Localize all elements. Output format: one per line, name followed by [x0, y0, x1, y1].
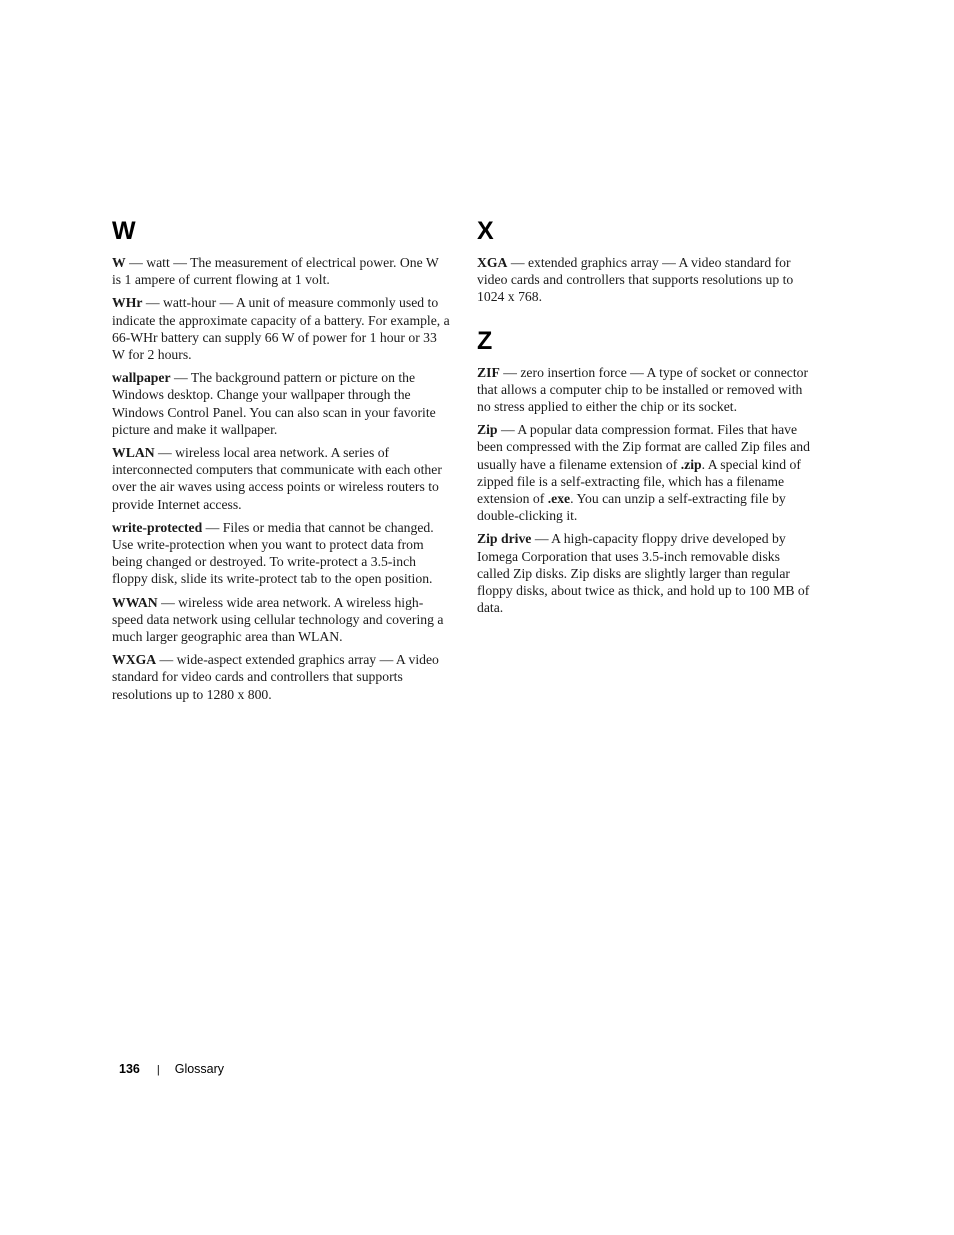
glossary-definition-part: . A special kind of zipped file is a self-extracting file, which has a filename extension of: [477, 456, 801, 507]
file-extension-zip: .zip: [680, 456, 702, 472]
file-extension-exe: .exe: [547, 491, 571, 507]
page-number: 136: [119, 1062, 140, 1076]
glossary-entry-wallpaper: [112, 369, 450, 438]
glossary-term: write-protected: [112, 519, 203, 535]
glossary-definition: — watt-hour — A unit of measure commonly used to indicate the approximate capacity of a battery. For example, a 66-WHr battery can supply 66 W of power for 1 hour or 33 W for 2 hours.: [112, 295, 450, 363]
glossary-term: Zip drive: [477, 531, 532, 547]
glossary-definition: — wide-aspect extended graphics array — A video standard for video cards and controllers that supports resolutions up to 1280 x 800.: [112, 652, 439, 702]
glossary-definition: — The background pattern or picture on the Windows desktop. Change your wallpaper through the Windows Control Panel. You can also scan in your favorite picture and make it wallpaper.: [112, 370, 436, 437]
glossary-entry-wxga: [112, 651, 450, 703]
glossary-term: Zip: [477, 422, 498, 438]
glossary-entry-zip-drive: [477, 530, 815, 616]
glossary-entry-write-protected: [112, 519, 450, 588]
section-heading-z: Z: [477, 326, 493, 355]
glossary-term: wallpaper: [112, 370, 171, 386]
footer-separator: |: [156, 1064, 160, 1076]
glossary-definition: — watt — The measurement of electrical power. One W is 1 ampere of current flowing at 1 volt.: [112, 255, 439, 288]
glossary-definition: — A high-capacity floppy drive developed by Iomega Corporation that uses 3.5-inch removable disks called Zip disks. Zip disks are slightly larger than regular floppy disks, about twice as thick, and hold up to 100 MB of data.: [477, 531, 810, 616]
section-heading-x: X: [477, 217, 494, 245]
glossary-term: WHr: [112, 295, 143, 311]
glossary-definition: — wireless wide area network. A wireless high-speed data network using cellular technology and covering a much larger geographic area than WLAN.: [112, 594, 444, 645]
glossary-column-right: [477, 218, 815, 622]
glossary-definition: — Files or media that cannot be changed. Use write-protection when you want to protect data from being changed or destroyed. To write-protect a 3.5-inch floppy disk, slide its write-protect tab to the open position.: [112, 519, 434, 587]
glossary-term: WWAN: [112, 594, 158, 610]
section-heading-w: W: [112, 217, 136, 245]
glossary-term: W: [112, 255, 126, 270]
footer-section-title: Glossary: [174, 1062, 225, 1076]
glossary-term: WXGA: [112, 652, 157, 668]
glossary-definition: — zero insertion force — A type of socket or connector that allows a computer chip to be installed or removed with no stress applied to either the chip or its socket.: [477, 364, 809, 415]
glossary-entry-zip: [477, 421, 815, 524]
glossary-definition: — extended graphics array — A video standard for video cards and controllers that supports resolutions up to 1024 x 768.: [477, 255, 794, 305]
glossary-entry-wlan: [112, 444, 450, 513]
glossary-entry-xga: [477, 254, 815, 306]
glossary-term: ZIF: [477, 364, 500, 380]
glossary-entry-w: [112, 254, 450, 288]
glossary-entry-whr: [112, 294, 450, 363]
glossary-entry-wwan: [112, 594, 450, 646]
glossary-term: XGA: [477, 255, 508, 270]
glossary-definition-part: . You can unzip a self-extracting file by double-clicking it.: [477, 491, 786, 524]
glossary-entry-zif: [477, 364, 815, 416]
glossary-definition: — wireless local area network. A series of interconnected computers that communicate with each other over the air waves using access points or wireless routers to provide Internet access.: [112, 445, 442, 512]
page-footer: [119, 1062, 224, 1076]
glossary-term: WLAN: [112, 445, 155, 461]
glossary-definition-part: — A popular data compression format. Files that have been compressed with the Zip format are called Zip files and usually have a filename extension of: [477, 422, 810, 472]
glossary-column-left: [112, 218, 450, 709]
